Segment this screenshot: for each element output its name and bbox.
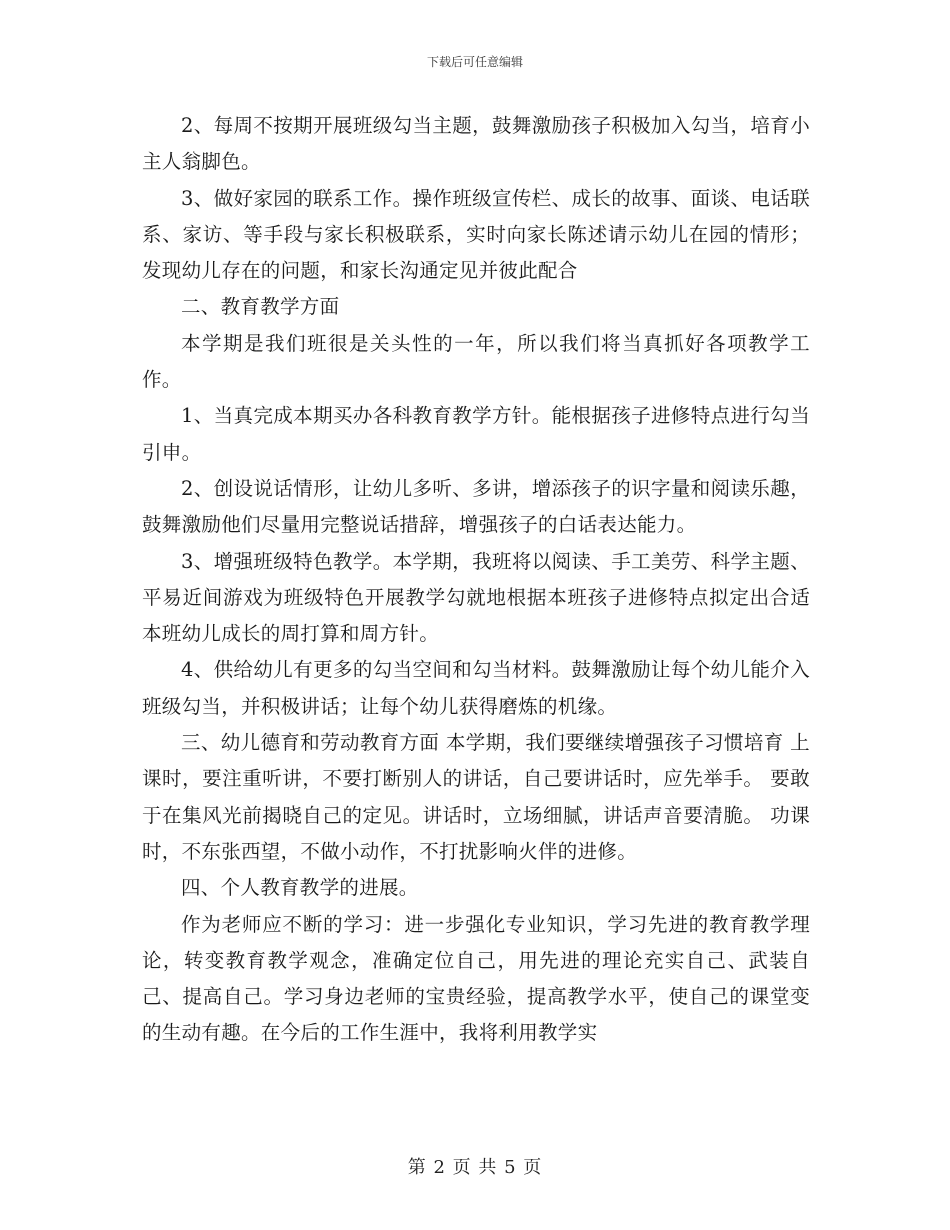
section-heading: 四、个人教育教学的进展。: [181, 876, 419, 900]
page-number: 第 2 页 共 5 页: [407, 1157, 543, 1178]
paragraph: 2、每周不按期开展班级勾当主题，鼓舞激励孩子积极加入勾当，培育小主人翁脚色。: [142, 114, 810, 174]
page-header: 下载后可任意编辑: [426, 55, 523, 69]
section-heading: 二、教育教学方面: [181, 295, 340, 319]
paragraph: 作为老师应不断的学习：进一步强化专业知识，学习先进的教育教学理论，转变教育教学观念，准确定位自己，用先进的理论充实自己、武装自己、提高自己。学习身边老师的宝贵经验，提高教学水平，使自己的课堂变的生动有趣。在今后的工作生涯中，我将利用教学实: [142, 912, 810, 1045]
paragraph: 3、做好家园的联系工作。操作班级宣传栏、成长的故事、面谈、电话联系、家访、等手段与家长积极联系，实时向家长陈述请示幼儿在园的情形；发现幼儿存在的问题，和家长沟通定见并彼此配合: [142, 186, 810, 283]
paragraph: 4、供给幼儿有更多的勾当空间和勾当材料。鼓舞激励让每个幼儿能介入班级勾当，并积极讲话；让每个幼儿获得磨炼的机缘。: [142, 658, 810, 718]
paragraph: 1、当真完成本期买办各科教育教学方针。能根据孩子进修特点进行勾当引申。: [142, 404, 810, 464]
paragraph: 2、创设说话情形，让幼儿多听、多讲，增添孩子的识字量和阅读乐趣，鼓舞激励他们尽量用完整说话措辞，增强孩子的白话表达能力。: [142, 476, 810, 537]
paragraph: 三、幼儿德育和劳动教育方面 本学期，我们要继续增强孩子习惯培育 上课时，要注重听讲，不要打断别人的讲话，自己要讲话时，应先举手。 要敢于在集风光前揭晓自己的定见。讲话时，立场细腻，讲话声音要清脆。 功课时，不东张西望，不做小动作，不打扰影响火伴的进修。: [142, 731, 810, 863]
document-body: [142, 108, 810, 1052]
paragraph: 3、增强班级特色教学。本学期，我班将以阅读、手工美劳、科学主题、平易近间游戏为班级特色开展教学勾就地根据本班孩子进修特点拟定出合适本班幼儿成长的周打算和周方针。: [142, 549, 810, 646]
paragraph: 本学期是我们班很是关头性的一年，所以我们将当真抓好各项教学工作。: [142, 331, 810, 392]
